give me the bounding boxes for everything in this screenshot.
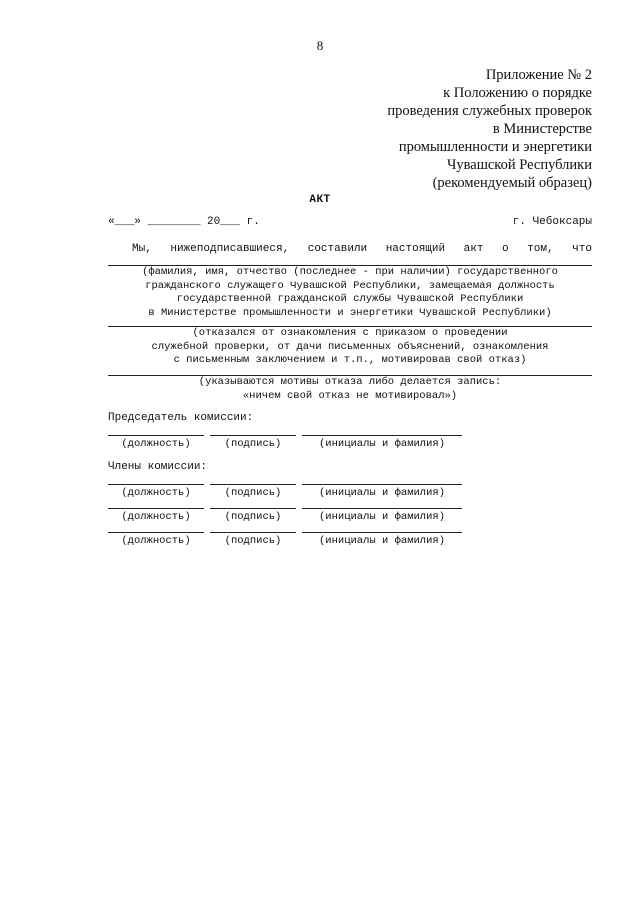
intro-word: Мы, [132, 243, 152, 255]
intro-word: настоящий [385, 243, 446, 255]
note-line: служебной проверки, от дачи письменных объяснений, ознакомления [151, 340, 549, 353]
members-label: Члены комиссии: [108, 461, 208, 473]
appendix-line: проведения служебных проверок [387, 103, 592, 119]
intro-word: нижеподписавшиеся, [170, 243, 290, 255]
note-line: гражданского служащего Чувашской Республики, замещаемая должность [145, 279, 555, 292]
page-number: 8 [316, 38, 324, 53]
appendix-line: Приложение № 2 [485, 67, 592, 83]
note-person [108, 266, 592, 320]
appendix-line: в Министерстве [492, 121, 592, 137]
city-label: г. Чебоксары [512, 216, 592, 228]
intro-word: что [572, 243, 592, 255]
intro-line [108, 243, 592, 255]
intro-word: составили [307, 243, 368, 255]
name-caption: (инициалы и фамилия) [302, 484, 462, 499]
position-caption: (должность) [108, 532, 204, 547]
note-line: (отказался от ознакомления с приказом о проведении [192, 327, 508, 339]
name-caption: (инициалы и фамилия) [302, 532, 462, 547]
note-line: (фамилия, имя, отчество (последнее - при наличии) государственного [142, 266, 558, 278]
note-line: государственной гражданской службы Чувашской Республики [176, 293, 524, 305]
note-line: «ничем свой отказ не мотивировал») [242, 389, 458, 402]
position-caption: (должность) [108, 508, 204, 523]
signature-row-member [108, 484, 468, 504]
intro-word: акт [463, 243, 484, 255]
appendix-line: (рекомендуемый образец) [432, 175, 592, 191]
chairman-label: Председатель комиссии: [108, 412, 254, 424]
intro-word: том, [527, 243, 554, 255]
note-line: (указываются мотивы отказа либо делается запись: [198, 376, 502, 388]
name-caption: (инициалы и фамилия) [302, 435, 462, 450]
signature-caption: (подпись) [210, 508, 296, 523]
appendix-line: промышленности и энергетики [398, 139, 592, 155]
signature-caption: (подпись) [210, 532, 296, 547]
signature-row-member [108, 508, 468, 528]
appendix-line: к Положению о порядке [443, 85, 592, 101]
date-field: «___» ________ 20___ г. [108, 216, 260, 228]
intro-word: о [502, 243, 509, 255]
note-line: с письменным заключением и т.п., мотивировав свой отказ) [173, 354, 527, 366]
position-caption: (должность) [108, 435, 204, 450]
position-caption: (должность) [108, 484, 204, 499]
signature-caption: (подпись) [210, 435, 296, 450]
name-caption: (инициалы и фамилия) [302, 508, 462, 523]
note-refusal [108, 327, 592, 368]
document-title: АКТ [309, 194, 331, 206]
signature-caption: (подпись) [210, 484, 296, 499]
note-motives [108, 376, 592, 403]
signature-row-chairman [108, 435, 468, 455]
signature-row-member [108, 532, 468, 552]
appendix-heading [387, 66, 592, 192]
note-line: в Министерстве промышленности и энергетики Чувашской Республики) [148, 306, 552, 319]
appendix-line: Чувашской Республики [446, 157, 592, 173]
